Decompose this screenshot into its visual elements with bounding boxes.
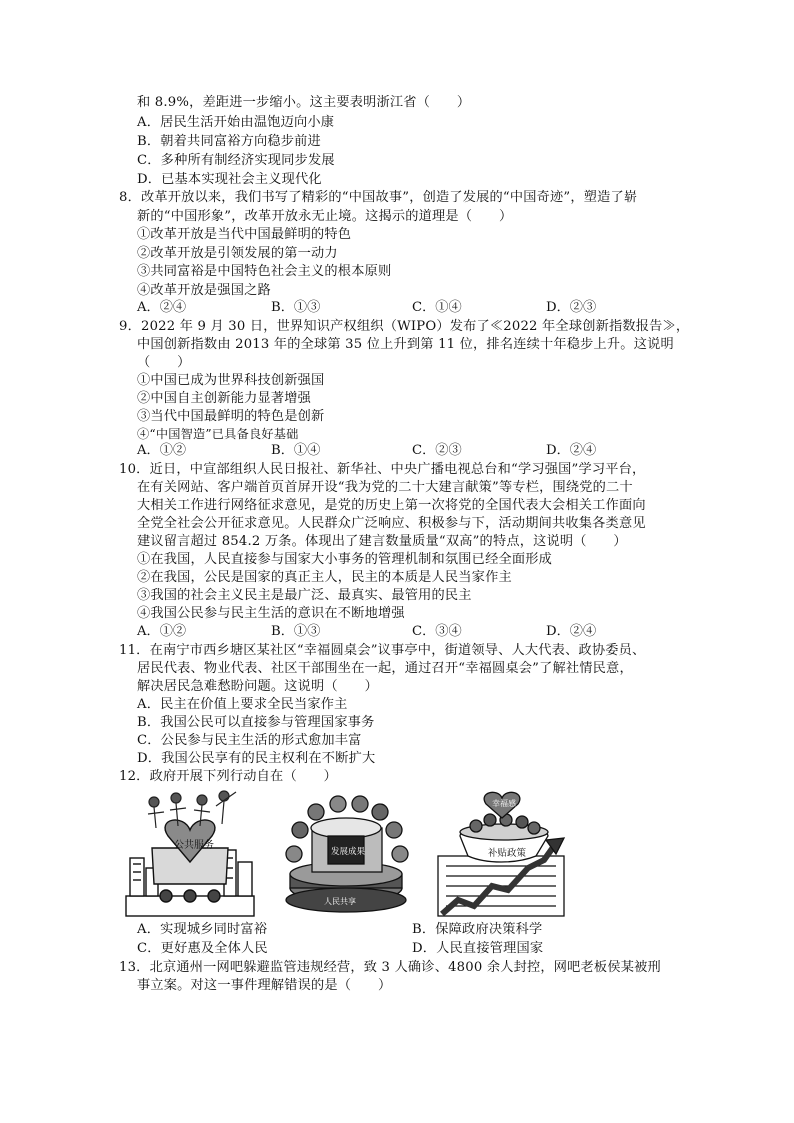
q7-option-b: B．朝着共同富裕方向稳步前进 — [137, 134, 321, 149]
public-service-label: 公共服务 — [174, 840, 214, 851]
q9-choice-d: D．②④ — [546, 443, 597, 458]
q11-stem-line2: 居民代表、物业代表、社区干部围坐在一起，通过召开“幸福圆桌会”了解社情民意， — [137, 661, 633, 676]
q11-option-b: B．我国公民可以直接参与管理国家事务 — [137, 715, 375, 730]
q7-option-a: A．居民生活开始由温饱迈向小康 — [137, 115, 335, 130]
q8-choice-b: B．①③ — [271, 300, 321, 315]
q10-item-4: ④我国公民参与民主生活的意识在不断地增强 — [137, 606, 405, 621]
q10-item-2: ②在我国，公民是国家的真正主人，民主的本质是人民当家作主 — [137, 570, 512, 585]
development-results-label: 发展成果 — [331, 847, 366, 857]
q9-choice-c: C．②③ — [412, 443, 462, 458]
q7-option-d: D．已基本实现社会主义现代化 — [137, 172, 322, 187]
q9-choice-a: A．①② — [137, 443, 187, 458]
q10-stem-line4: 全党全社会公开征求意见。人民群众广泛响应、积极参与下，活动期间共收集各类意见 — [137, 516, 646, 531]
q8-choice-c: C．①④ — [412, 300, 462, 315]
shared-development-illustration — [278, 790, 414, 918]
q8-item-2: ②改革开放是引领发展的第一动力 — [137, 246, 338, 261]
subsidy-policy-illustration — [436, 790, 568, 918]
subsidy-policy-label: 补贴政策 — [488, 848, 527, 859]
q10-stem-line5: 建议留言超过 854.2 万条。体现出了建言数量质量“双高”的特点，这说明（ ） — [137, 534, 627, 549]
q10-stem-line1: 10．近日，中宣部组织人民日报社、新华社、中央广播电视总台和“学习强国”学习平台， — [119, 462, 646, 477]
happiness-label: 幸福感 — [492, 799, 516, 808]
q13-stem-line2: 事立案。对这一事件理解错误的是（ ） — [137, 978, 392, 993]
q10-stem-line3: 大相关工作进行网络征求意见，是党的历史上第一次将党的全国代表大会相关工作面向 — [137, 498, 646, 513]
q8-choice-d: D．②③ — [546, 300, 597, 315]
q11-stem-line1: 11．在南宁市西乡塘区某社区“幸福圆桌会”议事亭中，街道领导、人大代表、政协委员、 — [119, 643, 646, 658]
q10-choice-d: D．②④ — [546, 624, 597, 639]
q10-stem-line2: 在有关网站、客户端首页首屏开设“我为党的二十大建言献策”等专栏，围绕党的二十 — [137, 480, 633, 495]
q9-stem-line1: 9．2022 年 9 月 30 日，世界知识产权组织（WIPO）发布了≪2022 年全球创新指数报告≫， — [119, 319, 690, 334]
q12-option-b: B．保障政府决策科学 — [412, 922, 543, 937]
q7-stem-tail: 和 8.9%，差距进一步缩小。这主要表明浙江省（ ） — [137, 95, 471, 110]
q9-stem-line2: 中国创新指数由 2013 年的全球第 35 位上升到第 11 位，排名连续十年稳步上升。这说明 — [137, 337, 674, 352]
q9-item-3: ③当代中国最鲜明的特色是创新 — [137, 409, 325, 424]
q10-item-3: ③我国的社会主义民主是最广泛、最真实、最管用的民主 — [137, 588, 472, 603]
q8-stem-line2: 新的“中国形象”，改革开放永无止境。这揭示的道理是（ ） — [137, 209, 513, 224]
q8-item-4: ④改革开放是强国之路 — [137, 283, 271, 298]
q8-item-1: ①改革开放是当代中国最鲜明的特色 — [137, 227, 352, 242]
q9-stem-line3: （ ） — [137, 355, 191, 370]
q11-stem-line3: 解决居民急难愁盼问题。这说明（ ） — [137, 679, 378, 694]
q8-stem-line1: 8．改革开放以来，我们书写了精彩的“中国故事”，创造了发展的“中国奇迹”，塑造了崭 — [119, 190, 638, 205]
q9-item-1: ①中国已成为世界科技创新强国 — [137, 373, 325, 388]
q10-item-1: ①在我国，人民直接参与国家大小事务的管理机制和氛围已经全面形成 — [137, 552, 553, 567]
q12-stem: 12．政府开展下列行动自在（ ） — [119, 769, 337, 784]
people-share-label: 人民共享 — [324, 897, 356, 906]
q8-choice-a: A．②④ — [137, 300, 187, 315]
q12-option-a: A．实现城乡同时富裕 — [137, 922, 268, 937]
q12-option-c: C．更好惠及全体人民 — [137, 941, 268, 956]
q12-option-d: D．人民直接管理国家 — [412, 941, 544, 956]
public-service-illustration — [124, 788, 256, 918]
q9-choice-b: B．①④ — [271, 443, 321, 458]
q9-item-4: ④“中国智造”已具备良好基础 — [137, 427, 299, 441]
q10-choice-b: B．①③ — [271, 624, 321, 639]
q11-option-c: C．公民参与民主生活的形式愈加丰富 — [137, 733, 362, 748]
q9-item-2: ②中国自主创新能力显著增强 — [137, 391, 312, 406]
q8-item-3: ③共同富裕是中国特色社会主义的根本原则 — [137, 264, 392, 279]
q13-stem-line1: 13．北京通州一网吧躲避监管违规经营，致 3 人确诊、4800 余人封控，网吧老板侯某被刑 — [119, 960, 661, 975]
q11-option-d: D．我国公民享有的民主权利在不断扩大 — [137, 751, 376, 766]
q10-choice-c: C．③④ — [412, 624, 462, 639]
q10-choice-a: A．①② — [137, 624, 187, 639]
q11-option-a: A．民主在价值上要求全民当家作主 — [137, 697, 348, 712]
q7-option-c: C．多种所有制经济实现同步发展 — [137, 153, 335, 168]
